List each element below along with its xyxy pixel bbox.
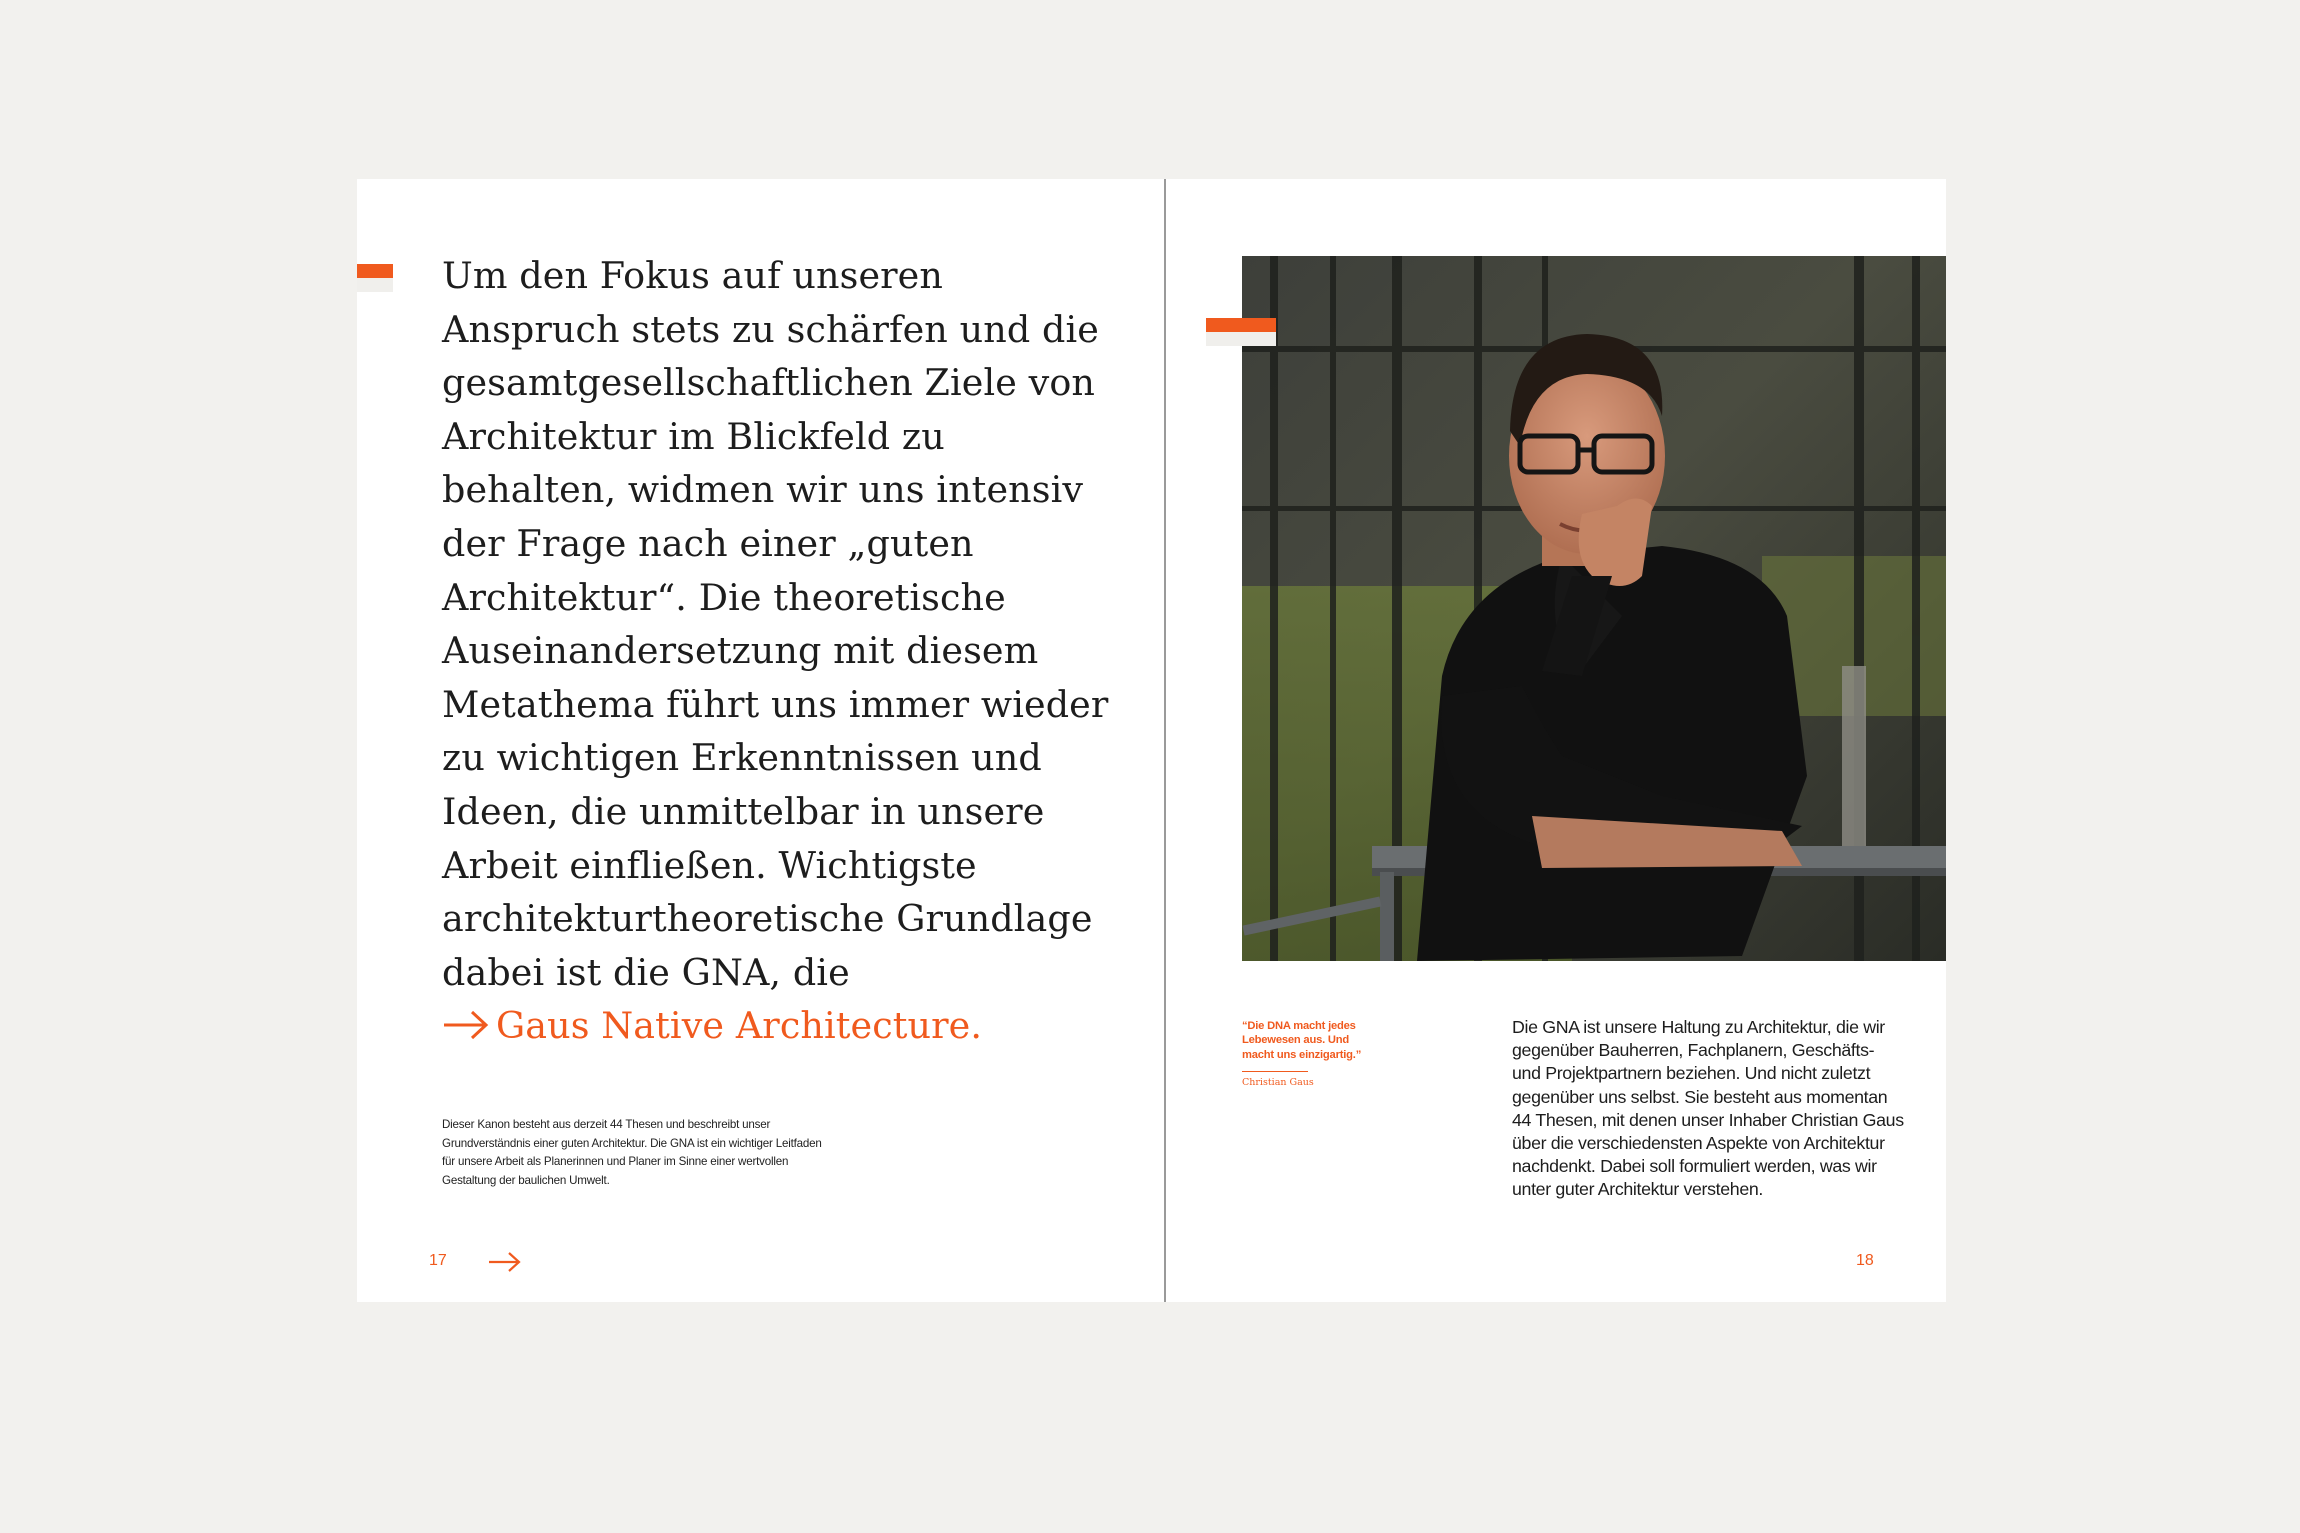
- accent-bar-left: [357, 264, 393, 278]
- gna-link-label: Gaus Native Architecture.: [496, 1004, 983, 1048]
- body-paragraph: Die GNA ist unsere Haltung zu Architektur, die wir gegenüber Bauherren, Fachplanern, Geschäfts- und Projektpartnern beziehen. Und nicht zuletzt gegenüber uns selbst. Sie besteht aus momentan 44 Thesen, mit denen unser Inhaber Christian Gaus über die verschiedensten Aspekte von Architektur nachdenkt. Dabei soll formuliert werden, was wir unter guter Architektur verstehen.: [1512, 1017, 1904, 1200]
- pull-quote: “Die DNA macht jedes Lebewesen aus. Und macht uns einzigartig.”: [1242, 1020, 1362, 1061]
- quote-author: Christian Gaus: [1242, 1077, 1314, 1088]
- lead-text: Um den Fokus auf unseren Anspruch stets zu schärfen und die gesamtgesellschaftlichen Ziele von Architektur im Blickfeld zu behalten, widmen wir uns intensiv der Frage nach einer „guten Architektur“. Die theoretische Auseinandersetzung mit diesem Metathema führt uns immer wieder zu wichtigen Erkenntnissen und Ideen, die unmittelbar in unsere Arbeit einfließen. Wichtigste architekturtheoretische Grundlage dabei ist die GNA, die: [442, 254, 1109, 994]
- arrow-right-icon: [442, 1010, 490, 1040]
- footnote-text: Dieser Kanon besteht aus derzeit 44 Thesen und beschreibt unser Grundverständnis einer guten Architektur. Die GNA ist ein wichtiger Leitfaden für unsere Arbeit als Planerinnen und Planer im Sinne einer wertvollen Gestaltung der baulichen Umwelt.: [442, 1118, 822, 1187]
- next-arrow-icon[interactable]: [488, 1251, 522, 1273]
- portrait-photo: [1242, 256, 1946, 961]
- page-gutter: [1164, 179, 1166, 1302]
- page-number-left: 17: [429, 1252, 447, 1269]
- magazine-spread: [357, 179, 1946, 1302]
- quote-divider: [1242, 1071, 1308, 1072]
- gna-link[interactable]: [442, 1004, 982, 1047]
- page-number-right: 18: [1856, 1252, 1874, 1269]
- portrait-illustration: [1242, 256, 1946, 961]
- accent-bar-right: [1206, 318, 1276, 332]
- lead-paragraph: [442, 249, 1122, 1053]
